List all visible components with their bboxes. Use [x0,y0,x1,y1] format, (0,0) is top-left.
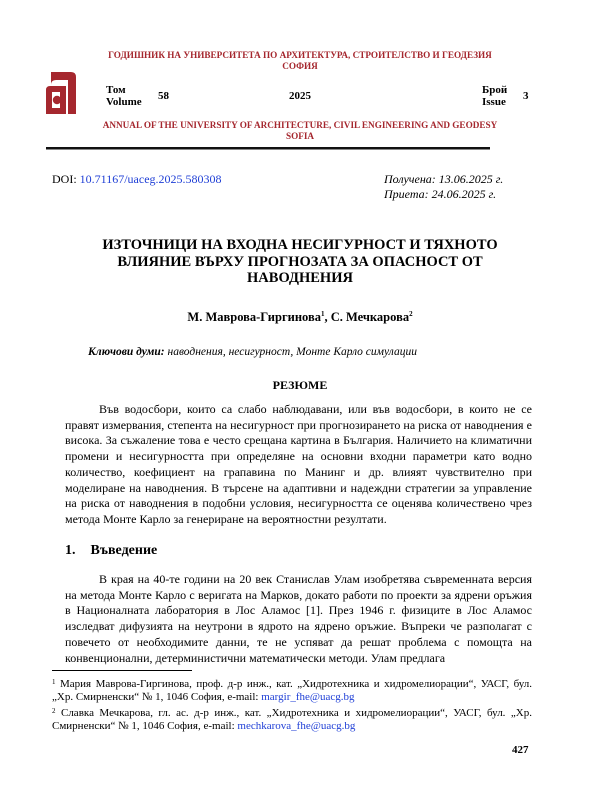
footnote-2-number: 2 [52,706,56,715]
doi [52,172,222,187]
journal-title-en-line1: ANNUAL OF THE UNIVERSITY OF ARCHITECTURE, CIVIL ENGINEERING AND GEODESY [102,120,498,130]
issue-label [482,84,507,108]
volume-number: 58 [158,90,169,102]
keywords [88,346,417,358]
footnote-2-text: Славка Мечкарова, гл. ас. д-р инж., кат. „Хидротехника и хидромелиорации“, УАСГ, бул. „Хр. Смирненски“ № 1, 1046 София, e-mail: [52,706,532,733]
issue-number: 3 [523,90,529,102]
abstract-text: Във водосбори, които са слабо наблюдавани, или във водосбори, в които не се правят измервания, степента на несигурност при прогнозирането на риска от наводнения е висока. За съжаление това е често срещана картина в България. Наличието на климатични промени и несигурността при определяне на основни входни параметри като водно количество, коефициент на грапавина по Манинг и др. влияят чувствително при моделиране на наводнения. В търсене на адаптивни и надеждни стратегии за управление на риска от наводнения в подобни условия, несигурността се оценява количествено чрез метода Монте Карло за генериране на вероятностни резултати. [65,402,532,526]
journal-title-en [0,120,600,142]
author-2: С. Мечкарова [330,310,410,325]
article-title-line1: ИЗТОЧНИЦИ НА ВХОДНА НЕСИГУРНОСТ И ТЯХНОТО [102,237,498,253]
keywords-list: наводнения, несигурност, Монте Карло симулации [167,346,417,358]
doi-label: DOI: [52,172,77,186]
author-separator: , [324,310,331,325]
volume-label-en: Volume [106,96,142,108]
year: 2025 [289,90,311,102]
article-title [60,237,540,287]
article-title-line2: ВЛИЯНИЕ ВЪРХУ ПРОГНОЗАТА ЗА ОПАСНОСТ ОТ [117,253,483,270]
journal-title-en-line2: SOFIA [285,131,315,141]
header-divider [46,147,490,149]
dates [384,172,503,202]
footnotes [52,676,532,734]
journal-title-bg-line1: ГОДИШНИК НА УНИВЕРСИТЕТА ПО АРХИТЕКТУРА, СТРОИТЕЛСТВО И ГЕОДЕЗИЯ [108,50,492,60]
received-date: Получена: 13.06.2025 г. [384,172,504,186]
doi-link[interactable]: 10.71167/uaceg.2025.580308 [79,172,222,186]
footnote-1-number: 1 [52,678,56,686]
issue-label-bg: Брой [482,84,508,96]
footnote-divider [52,670,192,671]
introduction-text: В края на 40-те години на 20 век Станислав Улам изобретява съвременната версия на метода Монте Карло с веригата на Марков, докато работи по проекти за ядрени оръжия в Националната лаборатория в Лос Аламос [1]. През 1946 г. физиците в Лос Аламос изследват дифузията на неутрони в ядрото на ядрено оръжие. Въпреки че разполагат с повечето от необходимите данни, те не успяват да решат проблема с помощта на конвенционални, детерминистични математически методи. Улам предлага [65,572,532,665]
keywords-label: Ключови думи: [88,346,165,358]
footnote-2 [52,705,532,734]
footnote-1-email-link[interactable]: margir_fhe@uacg.bg [261,691,355,704]
authors [0,310,600,325]
author-1-footnote-ref[interactable]: 1 [320,310,325,318]
volume-label-bg: Том [106,84,126,96]
footnote-1-text: Мария Маврова-Гиргинова, проф. д-р инж., кат. „Хидротехника и хидромелиорации“, УАСГ, бул. „Хр. Смирненски“ № 1, 1046 София, e-mail: [52,678,533,704]
issue-label-en: Issue [482,96,506,108]
section-heading-introduction [65,543,157,559]
journal-title-bg-line2: СОФИЯ [282,61,318,71]
footnote-2-email-link[interactable]: mechkarova_fhe@uacg.bg [237,720,356,733]
section-title: Въведение [90,543,158,558]
section-number: 1. [65,543,76,558]
accepted-date: Приета: 24.06.2025 г. [384,187,497,201]
abstract-heading: РЕЗЮМЕ [272,378,328,392]
author-1: М. Маврова-Гиргинова [187,310,321,325]
journal-title-bg [0,50,600,72]
page-number: 427 [512,744,529,756]
article-title-line3: НАВОДНЕНИЯ [247,270,353,286]
footnote-1 [52,676,532,705]
author-2-footnote-ref[interactable]: 2 [409,310,413,318]
